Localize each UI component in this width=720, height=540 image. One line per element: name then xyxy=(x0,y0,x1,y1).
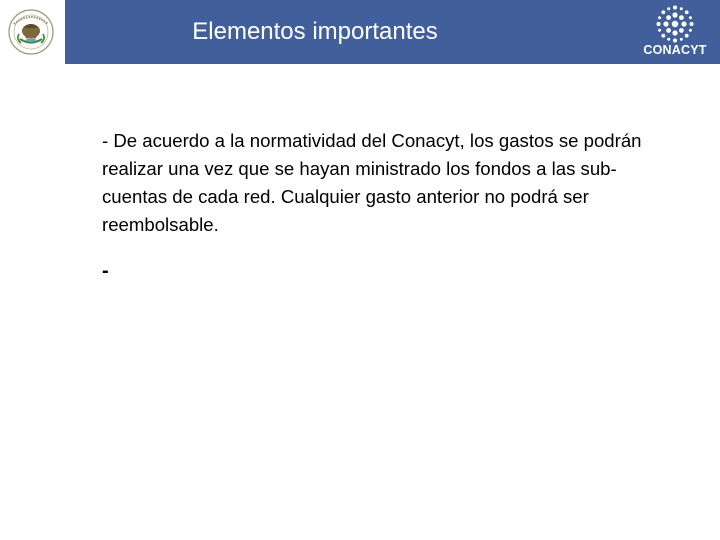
body-paragraph-1: - De acuerdo a la normatividad del Conacyt, los gastos se podrán realizar una vez que se hayan ministrado los fondos a las sub-cuentas de cada red. Cualquier gasto anterior no podrá ser reembolsable. xyxy=(102,130,642,235)
conacyt-logo xyxy=(637,4,713,60)
slide-body xyxy=(102,127,677,285)
conacyt-dots-logo-icon xyxy=(654,4,696,44)
slide-title: Elementos importantes xyxy=(192,18,438,45)
header-bar xyxy=(65,0,720,64)
body-paragraph-2: - xyxy=(102,260,109,282)
conacyt-logo-text: CONACYT xyxy=(643,43,707,57)
